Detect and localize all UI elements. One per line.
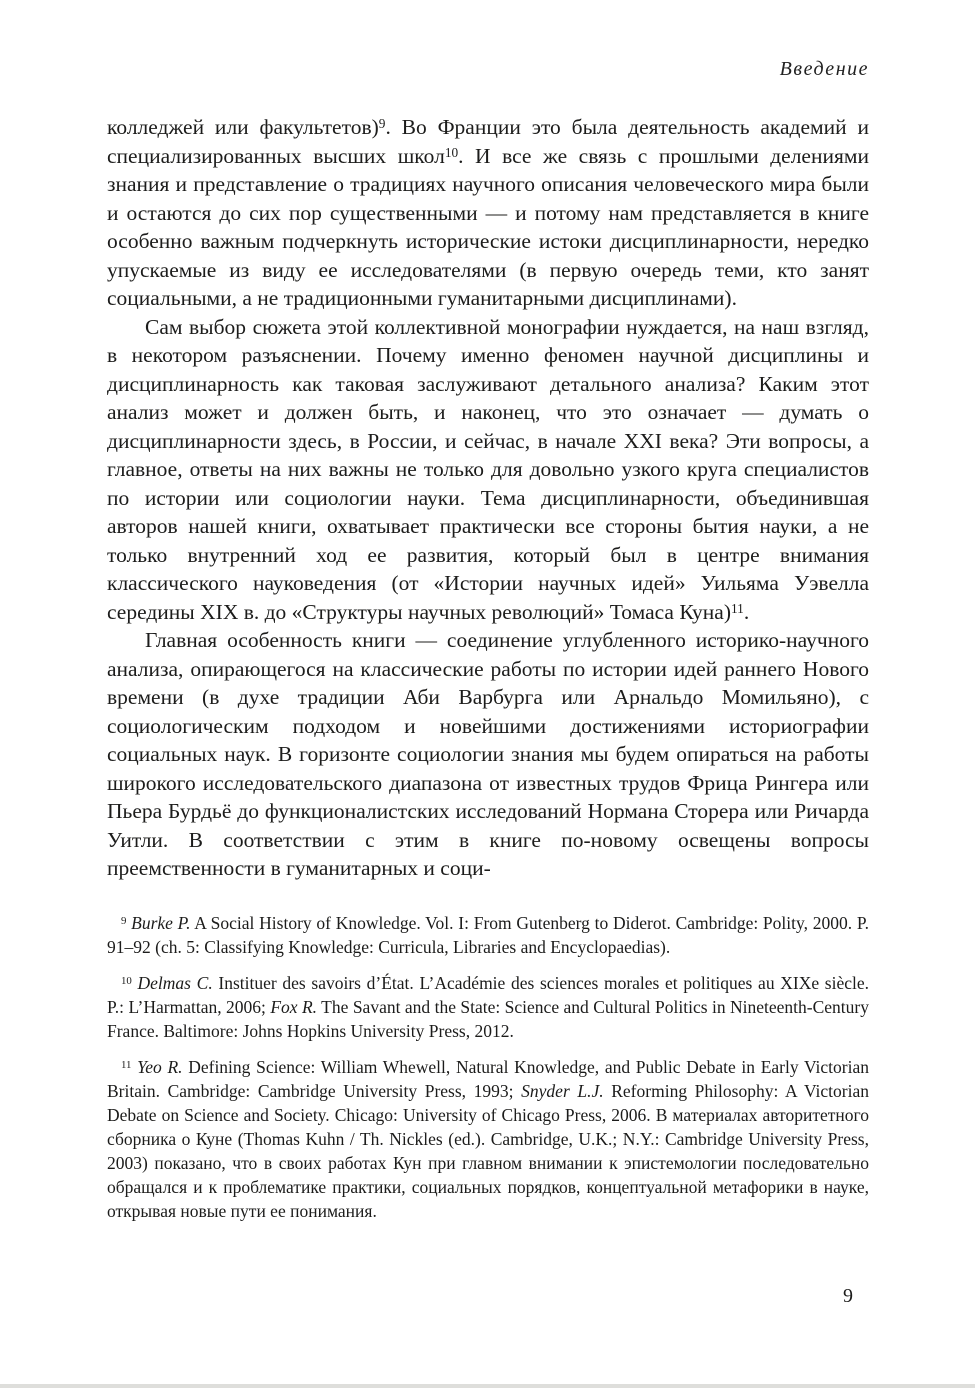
body-text xyxy=(107,113,869,883)
text-run: . И все же связь с прошлыми делениями знания и представление о традициях научного описания человеческого мира были и остаются до сих пор существенными — и потому нам представляется в книге особенно важным подчеркнуть исторические истоки дисциплинарности, нередко упускаемые из виду ее исследователями (в первую очередь теми, кто занят социальными, а не традиционными гуманитарными дисциплинами). xyxy=(107,143,869,310)
text-run: колледжей или факультетов) xyxy=(107,115,379,139)
footnote xyxy=(107,1055,869,1223)
text-run: A Social History of Knowledge. Vol. I: From Gutenberg to Diderot. Cambridge: Polity, 2000. P. 91–92 (ch. 5: Classifying Knowledge: Curricula, Libraries and Encyclopaedias). xyxy=(107,912,870,957)
text-run: Сам выбор сюжета этой коллективной монографии нуждается, на наш взгляд, в некотором разъяснении. Почему именно феномен научной дисциплины и дисциплинарность как таковая заслуживают детального анализа? Каким этот анализ может и должен быть, и наконец, что это означает — думать о дисциплинарности здесь, в России, и сейчас, в начале XXI века? Эти вопросы, а главное, ответы на них важны не только для довольно узкого круга специалистов по истории или социологии науки. Тема дисциплинарности, объединившая авторов нашей книги, охватывает практически все стороны бытия науки, а не только внутренний ход ее развития, который был в центре внимания классического науковедения (от «Истории научных идей» Уильяма Уэвелла середины XIX в. до «Структуры научных революций» Томаса Куна) xyxy=(107,314,869,624)
italic-text: Snyder L.J. xyxy=(521,1080,604,1101)
text-run: . xyxy=(743,599,750,624)
paragraph xyxy=(107,626,869,883)
footnote xyxy=(107,971,869,1043)
text-run: Instituer des savoirs d’État. L’Académie des sciences morales et politiques au XIXe siècle. P.: L’Harmattan, 2006; xyxy=(107,972,870,1017)
footnote-ref: 11 xyxy=(731,600,744,616)
footnote-ref: 11 xyxy=(121,1058,132,1071)
italic-text: Yeo R. xyxy=(131,1056,183,1077)
paragraph xyxy=(107,313,869,627)
footnote-ref: 9 xyxy=(121,914,127,927)
text-run: Reforming Philosophy: A Victorian Debate on Science and Society. Chicago: University of Chicago Press, 2006. В материалах авторитетного сборника о Куне (Thomas Kuhn / Th. Nickles (ed.). Cambridge, U.K.; N.Y.: Cambridge University Press, 2003) показано, что в своих работах Кун при главном внимании к эпистемологии последовательно обращался и к проблематике практики, социальных порядков, концептуальной метафорики в науке, открывая новые пути ее понимания. xyxy=(107,1080,869,1221)
footnotes-section xyxy=(107,911,869,1223)
text-run: . Во Франции это была деятельность академий и специализированных высших школ xyxy=(107,115,869,168)
italic-text: Burke P. xyxy=(126,912,191,933)
text-run: Defining Science: William Whewell, Natural Knowledge, and Public Debate in Early Victorian Britain. Cambridge: Cambridge University Press, 1993; xyxy=(107,1056,870,1101)
text-run: The Savant and the State: Science and Cultural Politics in Nineteenth-Century France. Baltimore: Johns Hopkins University Press, 2012. xyxy=(107,996,869,1041)
footnote-ref: 10 xyxy=(121,974,132,987)
page-number: 9 xyxy=(843,1285,853,1307)
running-head: Введение xyxy=(779,58,869,80)
footnote-ref: 9 xyxy=(378,116,386,132)
paragraph xyxy=(107,113,869,313)
page-bottom-edge xyxy=(0,1384,975,1388)
italic-text: Delmas C. xyxy=(131,972,213,993)
italic-text: Fox R. xyxy=(270,996,318,1017)
footnote xyxy=(107,911,869,959)
page-content xyxy=(107,58,869,1223)
footnote-ref: 10 xyxy=(444,144,459,160)
text-run: Главная особенность книги — соединение углубленного историко-научного анализа, опирающегося на классические работы по истории идей раннего Нового времени (в духе традиции Аби Варбурга или Арнальдо Момильяно), с социологическим подходом и новейшими достижениями историографии социальных наук. В горизонте социологии знания мы будем опираться на работы широкого исследовательского диапазона от известных трудов Фрица Рингера или Пьера Бурдьё до функционалистских исследований Нормана Сторера или Ричарда Уитли. В соответствии с этим в книге по-новому освещены вопросы преемственности в гуманитарных и соци- xyxy=(107,628,869,880)
